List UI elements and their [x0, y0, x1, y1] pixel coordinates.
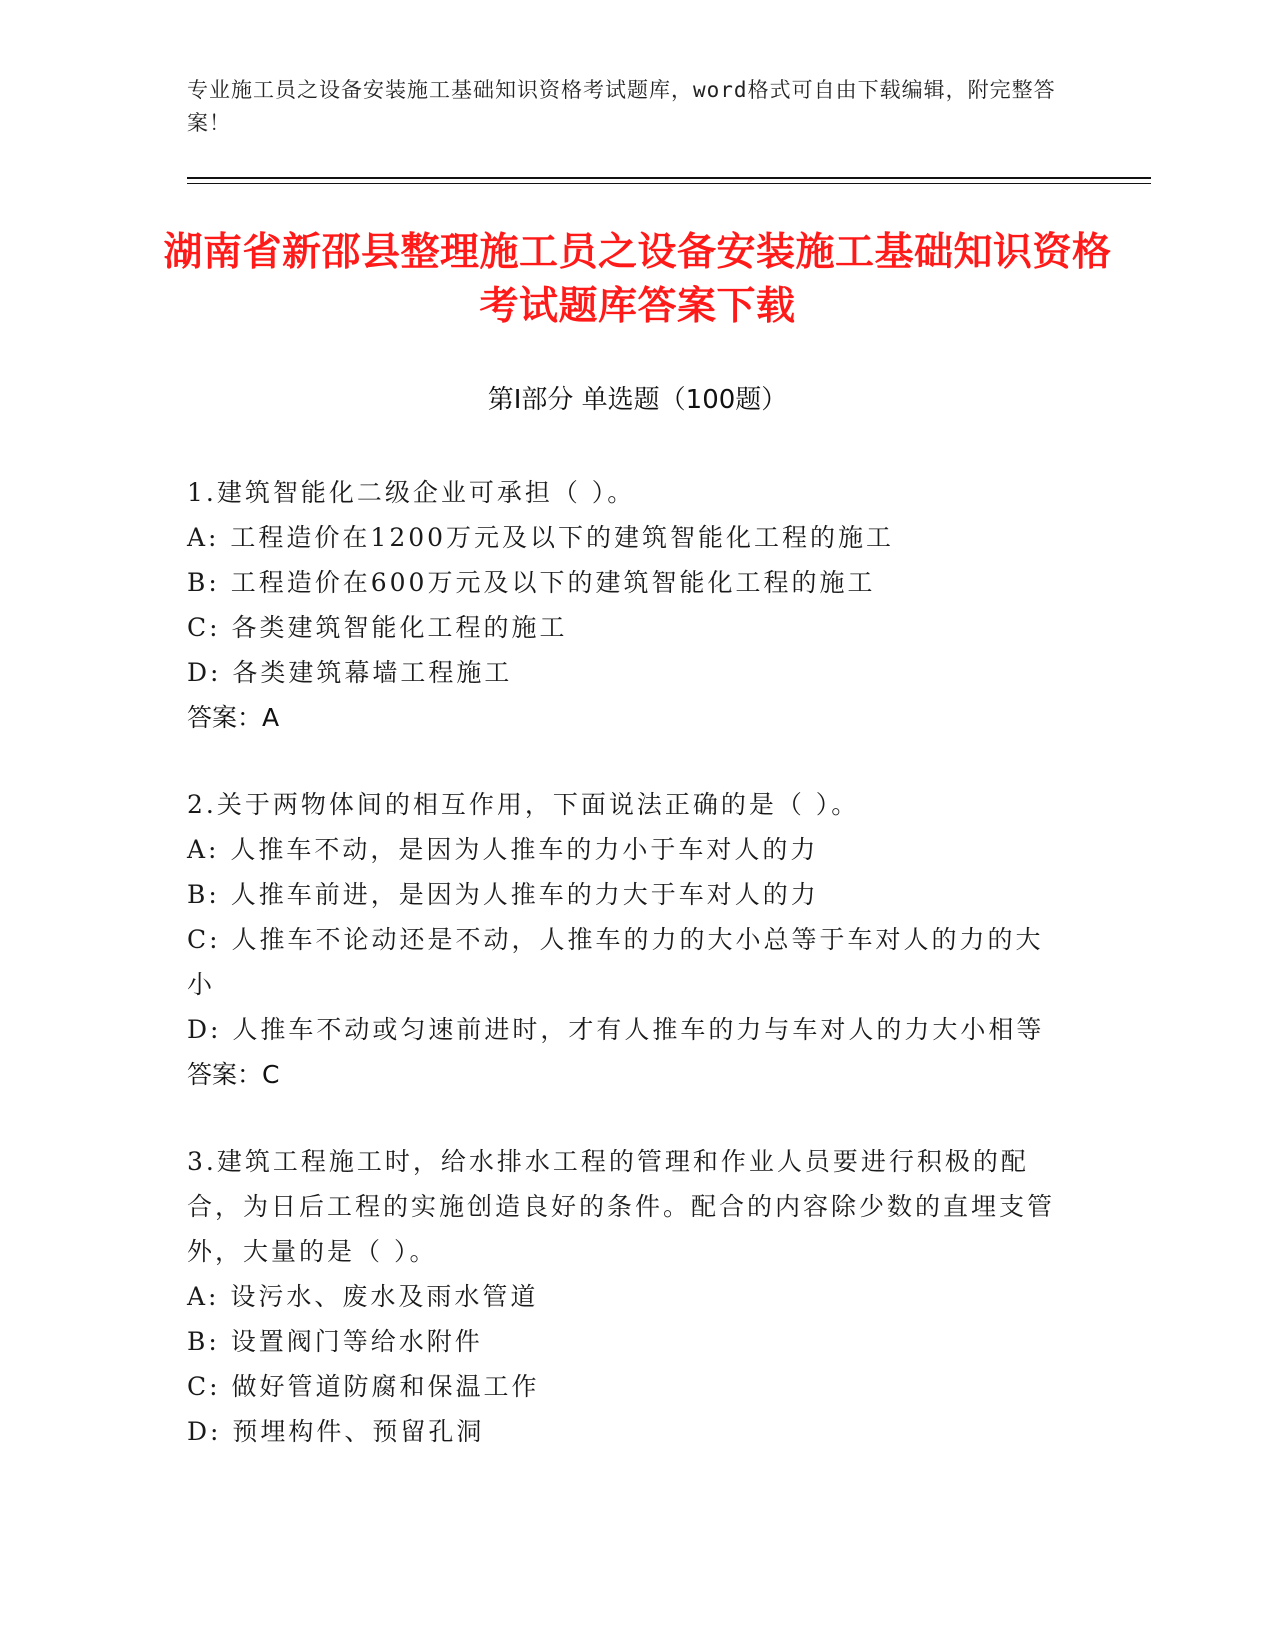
question-2: [187, 782, 1067, 1097]
question-stem: 2.关于两物体间的相互作用，下面说法正确的是（ ）。: [187, 790, 860, 819]
option-a: A: 工程造价在1200万元及以下的建筑智能化工程的施工: [187, 523, 895, 552]
option-a: A: 人推车不动，是因为人推车的力小于车对人的力: [187, 835, 819, 864]
option-d: D: 各类建筑幕墙工程施工: [187, 658, 513, 687]
option-d: D: 人推车不动或匀速前进时，才有人推车的力与车对人的力大小相等: [187, 1015, 1045, 1044]
question-1: [187, 470, 1067, 740]
question-3: [187, 1139, 1067, 1454]
option-d: D: 预埋构件、预留孔洞: [187, 1417, 485, 1446]
header-note: 专业施工员之设备安装施工基础知识资格考试题库，word格式可自由下载编辑，附完整答案！: [187, 78, 1056, 135]
section-heading: 第I部分 单选题（100题）: [487, 385, 788, 415]
answer: 答案：A: [187, 703, 280, 732]
option-c: C: 人推车不论动还是不动，人推车的力的大小总等于车对人的力的大小: [187, 925, 1044, 999]
header-rule-thick: [187, 177, 1151, 179]
header-rule-thin: [187, 183, 1151, 184]
question-list: [187, 470, 1067, 1496]
option-b: B: 设置阀门等给水附件: [187, 1327, 483, 1356]
option-c: C: 做好管道防腐和保温工作: [187, 1372, 540, 1401]
option-c: C: 各类建筑智能化工程的施工: [187, 613, 568, 642]
option-a: A: 设污水、废水及雨水管道: [187, 1282, 539, 1311]
option-b: B: 人推车前进，是因为人推车的力大于车对人的力: [187, 880, 819, 909]
option-b: B: 工程造价在600万元及以下的建筑智能化工程的施工: [187, 568, 876, 597]
document-title: 湖南省新邵县整理施工员之设备安装施工基础知识资格考试题库答案下载: [163, 230, 1112, 329]
answer: 答案：C: [187, 1060, 280, 1089]
question-stem: 1.建筑智能化二级企业可承担（ ）。: [187, 478, 636, 507]
question-stem: 3.建筑工程施工时，给水排水工程的管理和作业人员要进行积极的配合，为日后工程的实施创造良好的条件。配合的内容除少数的直埋支管外，大量的是（ ）。: [187, 1147, 1056, 1266]
